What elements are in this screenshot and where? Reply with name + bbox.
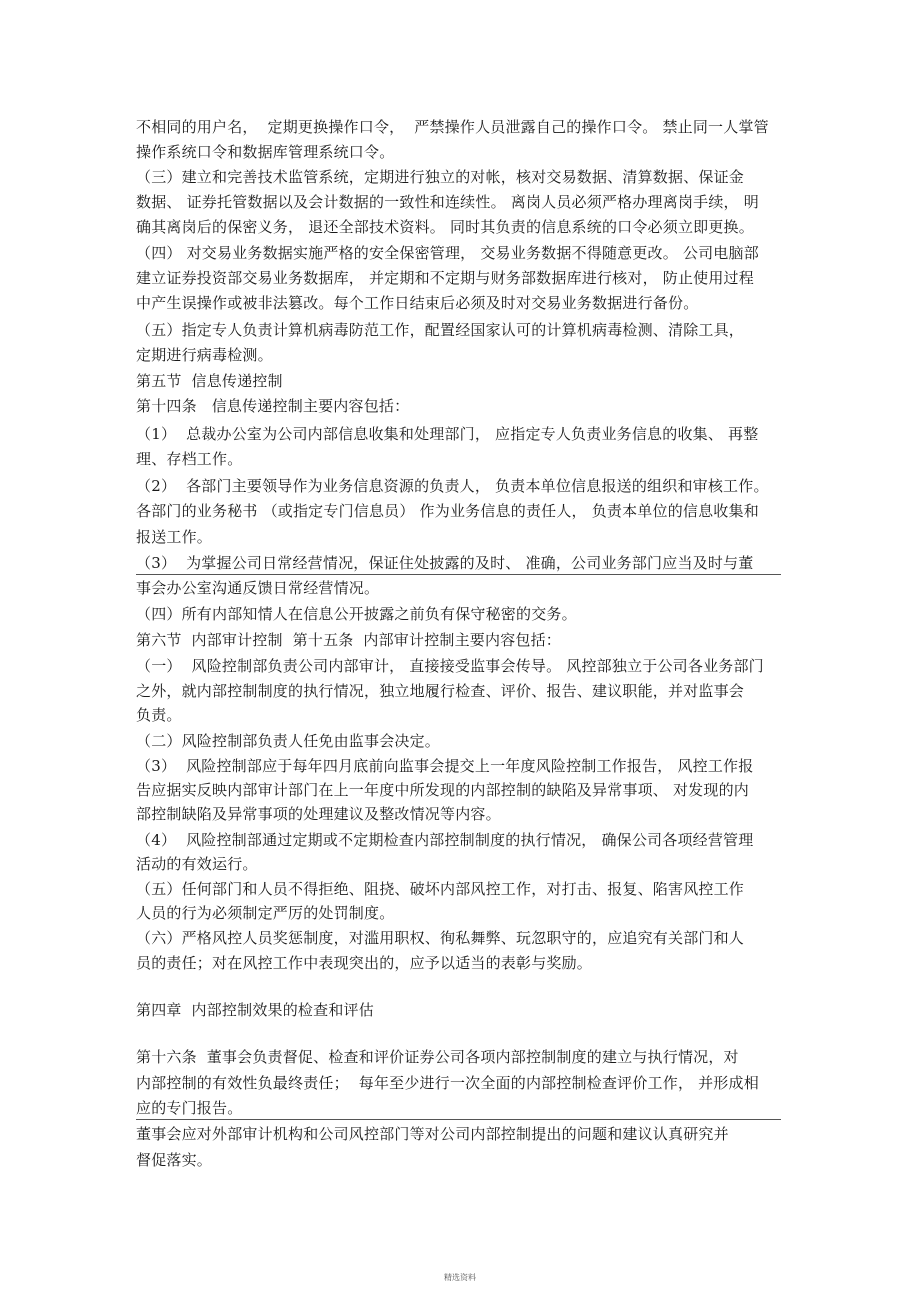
text-line: （3） 为掌握公司日常经营情况，保证住处披露的及时、 准确，公司业务部门应当及时与董 [136,554,754,572]
text-line: 第十六条 董事会负责督促、检查和评价证券公司各项内部控制制度的建立与执行情况，对 [136,1048,739,1066]
text-line: （五）任何部门和人员不得拒绝、阻挠、破坏内部风控工作，对打击、报复、陷害风控工作 [136,880,745,898]
section-heading: 第六节 内部审计控制 第十五条 内部审计控制主要内容包括： [136,631,562,649]
text-line: 人员的行为必须制定严厉的处罚制度。 [136,904,395,922]
text-line: 告应据实反映内部审计部门在上一年度中所发现的内部控制的缺陷及异常事项、 对发现的内 [136,781,749,799]
text-line: （1） 总裁办公室为公司内部信息收集和处理部门， 应指定专人负责业务信息的收集、 再整 [136,425,759,443]
section-heading: 第五节 信息传递控制 [136,372,283,390]
text-line: 负责。 [136,706,182,724]
text-line: 数据、 证券托管数据以及会计数据的一致性和连续性。 离岗人员必须严格办理离岗手续， 明 [136,193,759,211]
text-line: 部控制缺陷及异常事项的处理建议及整改情况等内容。 [136,805,501,823]
chapter-heading: 第四章 内部控制效果的检查和评估 [136,1001,374,1019]
text-line: 员的责任；对在风控工作中表现突出的，应予以适当的表彰与奖励。 [136,954,593,972]
text-line: 报送工作。 [136,528,213,546]
text-line: 活动的有效运行。 [136,855,258,873]
text-line: 中产生误操作或被非法篡改。每个工作日结束后必须及时对交易业务数据进行备份。 [136,294,699,312]
text-line: 定期进行病毒检测。 [136,346,273,364]
text-line: （五）指定专人负责计算机病毒防范工作，配置经国家认可的计算机病毒检测、清除工具， [136,321,745,339]
text-line: 董事会应对外部审计机构和公司风控部门等对公司内部控制提出的问题和建议认真研究并 [136,1125,729,1143]
text-line: 建立证券投资部交易业务数据库， 并定期和不定期与财务部数据库进行核对， 防止使用过程 [136,269,754,287]
text-line: 应的专门报告。 [136,1099,243,1117]
horizontal-rule [136,1119,781,1120]
text-line: 内部控制的有效性负最终责任； 每年至少进行一次全面的内部控制检查评价工作， 并形成相 [136,1074,759,1092]
text-line: （一） 风险控制部负责公司内部审计， 直接接受监事会传导。 风控部独立于公司各业务部门 [136,657,764,675]
text-line: （4） 风险控制部通过定期或不定期检查内部控制制度的执行情况， 确保公司各项经营管理 [136,831,754,849]
page-footer: 精选资料 [444,1273,476,1282]
text-line: （四）所有内部知情人在信息公开披露之前负有保守秘密的交务。 [136,605,577,623]
text-line: 确其离岗后的保密义务， 退还全部技术资料。 同时其负责的信息系统的口令必须立即更换。 [136,218,754,236]
text-line: 之外，就内部控制制度的执行情况，独立地履行检查、评价、报告、建议职能，并对监事会 [136,682,745,700]
text-line: 督促落实。 [136,1151,213,1169]
text-line: （2） 各部门主要领导作为业务信息资源的负责人， 负责本单位信息报送的组织和审核工作。 [136,477,769,495]
text-line: （二）风险控制部负责人任免由监事会决定。 [136,732,441,750]
horizontal-rule [136,574,781,575]
text-line: 事会办公室沟通反馈日常经营情况。 [136,579,380,597]
article-heading: 第十四条 信息传递控制主要内容包括： [136,397,410,415]
text-line: （六）严格风控人员奖惩制度，对滥用职权、徇私舞弊、玩忽职守的，应追究有关部门和人 [136,929,745,947]
text-line: （3） 风险控制部应于每年四月底前向监事会提交上一年度风险控制工作报告， 风控工作报 [136,757,754,775]
text-line: （四） 对交易业务数据实施严格的安全保密管理， 交易业务数据不得随意更改。 公司电脑部 [136,244,759,262]
text-line: 操作系统口令和数据库管理系统口令。 [136,143,395,161]
text-line: 不相同的用户名， 定期更换操作口令， 严禁操作人员泄露自己的操作口令。 禁止同一人掌管 [136,118,769,136]
text-line: （三）建立和完善技术监管系统，定期进行独立的对帐，核对交易数据、清算数据、保证金 [136,168,745,186]
text-line: 各部门的业务秘书 （或指定专门信息员） 作为业务信息的责任人， 负责本单位的信息收集和 [136,502,759,520]
text-line: 理、存档工作。 [136,450,243,468]
